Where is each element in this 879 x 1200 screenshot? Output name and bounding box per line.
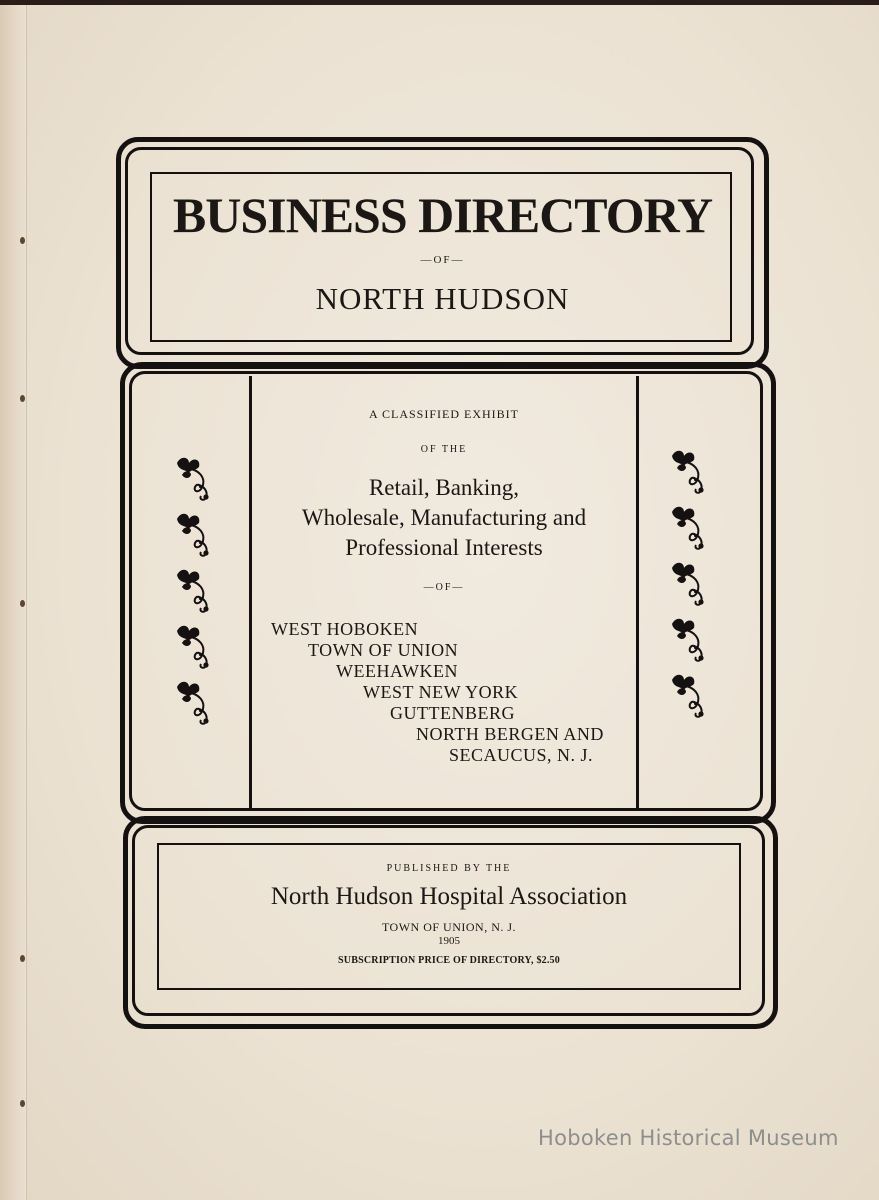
leaf-scroll-icon <box>173 455 213 501</box>
published-by: PUBLISHED BY THE <box>386 863 512 874</box>
binding-hole <box>20 1100 25 1107</box>
cover-edge <box>0 0 879 5</box>
leaf-scroll-icon <box>173 567 213 613</box>
publication-year: 1905 <box>438 935 460 947</box>
right-column-rule <box>636 376 639 808</box>
town-name: WEST HOBOKEN <box>271 619 419 639</box>
of-the-line: OF THE <box>420 444 468 455</box>
leaf-scroll-icon <box>668 672 708 718</box>
binding-hole <box>20 395 25 402</box>
page-subtitle: NORTH HUDSON <box>315 281 570 316</box>
leaf-scroll-icon <box>668 616 708 662</box>
leaf-scroll-icon <box>668 448 708 494</box>
binding-hole <box>20 955 25 962</box>
binding-hole <box>20 600 25 607</box>
middle-of-line: —OF— <box>423 582 465 593</box>
binding-hole <box>20 237 25 244</box>
town-name: SECAUCUS, N. J. <box>449 745 594 765</box>
town-name: TOWN OF UNION <box>308 640 459 660</box>
page-title: BUSINESS DIRECTORY <box>172 187 713 243</box>
association-name: North Hudson Hospital Association <box>270 883 628 910</box>
interests-line-1: Retail, Banking, <box>368 475 520 500</box>
interests-line-3: Professional Interests <box>345 535 543 560</box>
intro-line: A CLASSIFIED EXHIBIT <box>368 407 519 421</box>
leaf-scroll-icon <box>668 504 708 550</box>
museum-watermark: Hoboken Historical Museum <box>538 1126 839 1150</box>
subscription-price: SUBSCRIPTION PRICE OF DIRECTORY, $2.50 <box>338 955 560 966</box>
town-name: WEEHAWKEN <box>336 661 459 681</box>
town-name: GUTTENBERG <box>390 703 515 723</box>
leaf-scroll-icon <box>173 623 213 669</box>
middle-text-block <box>252 376 636 808</box>
town-name: NORTH BERGEN AND <box>416 724 604 744</box>
town-name: WEST NEW YORK <box>363 682 519 702</box>
header-of-line: —OF— <box>420 254 465 266</box>
leaf-scroll-icon <box>173 679 213 725</box>
leaf-scroll-icon <box>173 511 213 557</box>
leaf-scroll-icon <box>668 560 708 606</box>
footer-text-block <box>157 843 741 990</box>
interests-line-2: Wholesale, Manufacturing and <box>301 505 587 530</box>
publisher-location: TOWN OF UNION, N. J. <box>381 920 517 934</box>
